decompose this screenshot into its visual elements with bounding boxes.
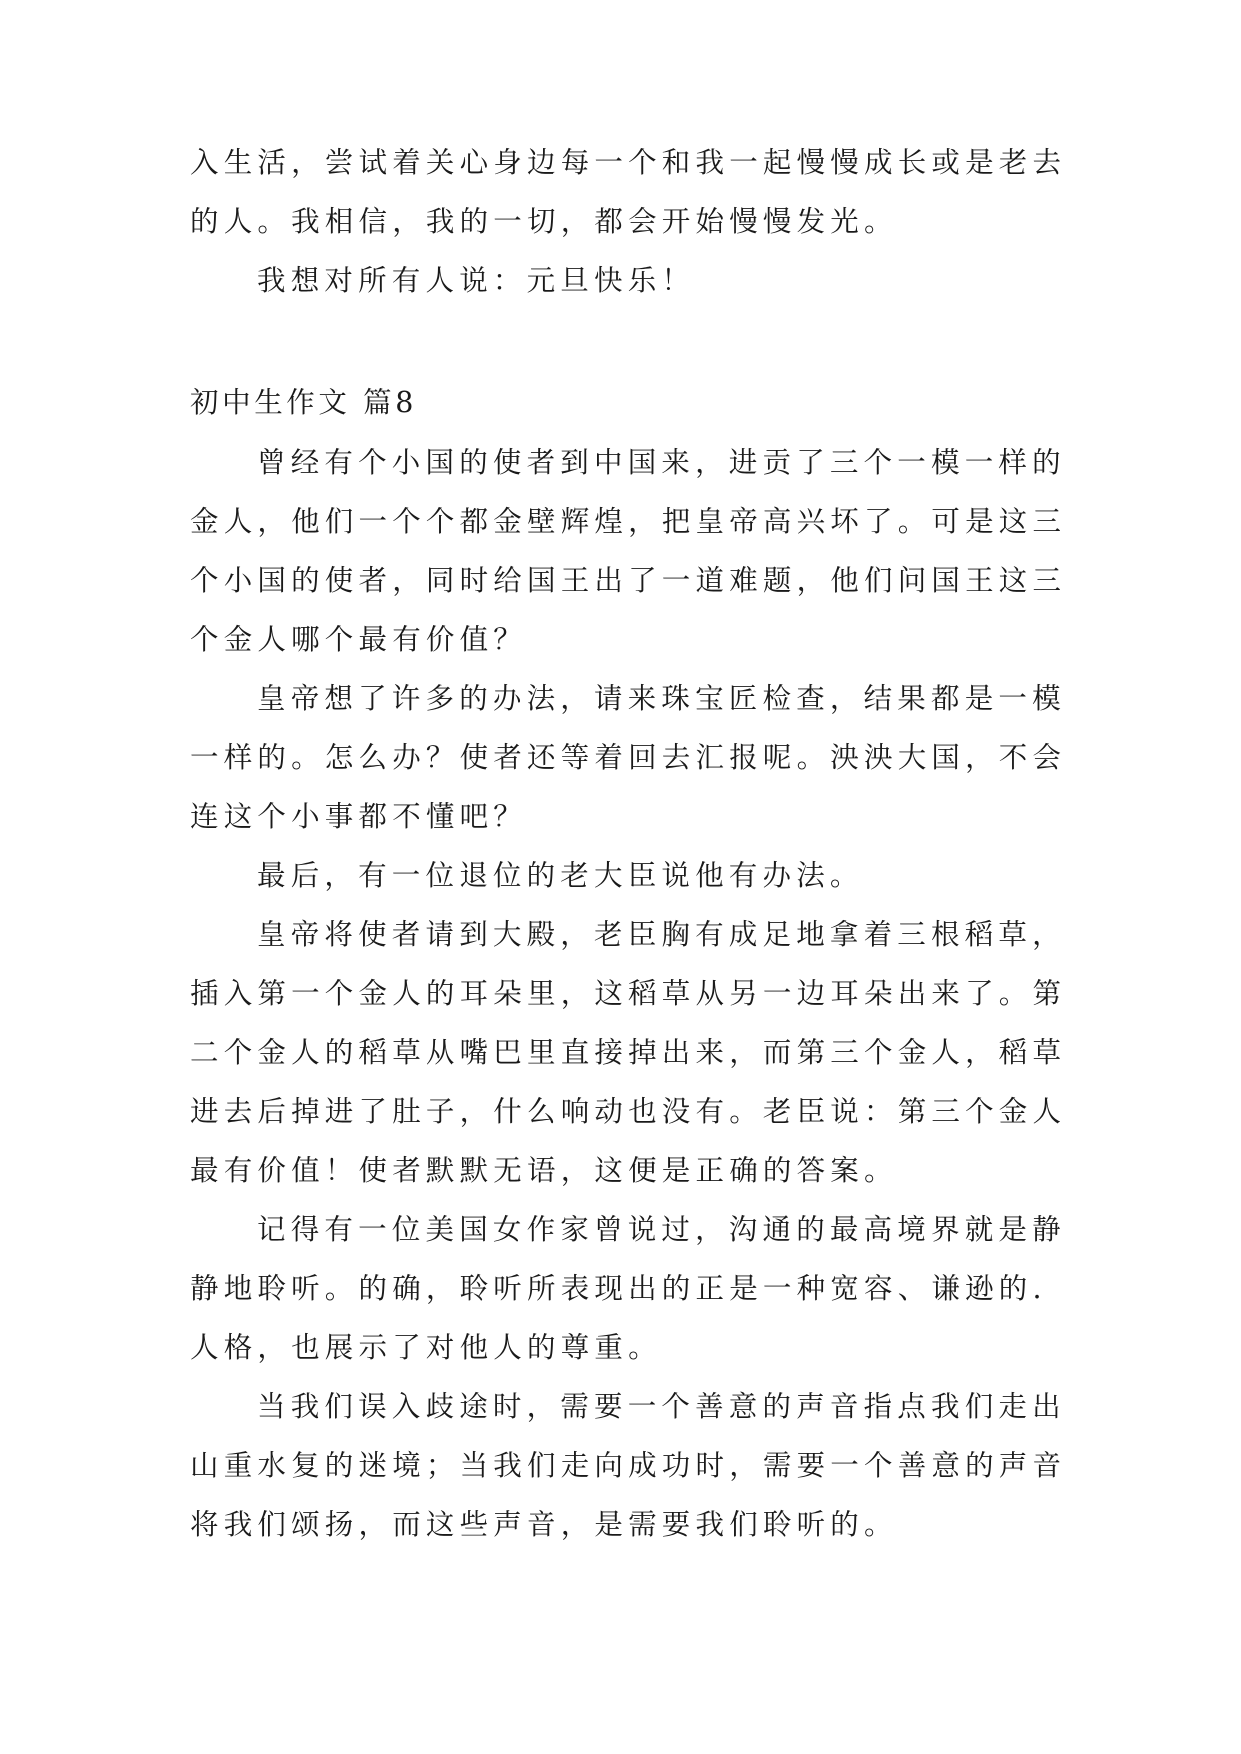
paragraph-line: 最后，有一位退位的老大臣说他有办法。: [257, 859, 864, 892]
paragraph-line: 二个金人的稻草从嘴巴里直接掉出来，而第三个金人，稻草: [190, 1036, 1067, 1069]
paragraph-line: 最有价值！使者默默无语，这便是正确的答案。: [190, 1154, 898, 1187]
paragraph-line: 山重水复的迷境；当我们走向成功时，需要一个善意的声音: [190, 1449, 1067, 1482]
paragraph-line: 皇帝想了许多的办法，请来珠宝匠检查，结果都是一模: [257, 682, 1066, 715]
paragraph-line: 连这个小事都不懂吧？: [190, 800, 528, 833]
paragraph-line: 当我们误入歧途时，需要一个善意的声音指点我们走出: [257, 1390, 1066, 1423]
paragraph-line: 进去后掉进了肚子，什么响动也没有。老臣说：第三个金人: [190, 1095, 1067, 1128]
paragraph-line: 插入第一个金人的耳朵里，这稻草从另一边耳朵出来了。第: [190, 977, 1067, 1010]
paragraph-line: 静地聆听。的确，聆听所表现出的正是一种宽容、谦逊的.: [190, 1272, 1047, 1305]
paragraph-line: 皇帝将使者请到大殿，老臣胸有成足地拿着三根稻草，: [257, 918, 1066, 951]
continuation-line: 的人。我相信，我的一切，都会开始慢慢发光。: [190, 205, 898, 238]
continuation-line: 入生活，尝试着关心身边每一个和我一起慢慢成长或是老去: [190, 146, 1067, 179]
paragraph-line: 个小国的使者，同时给国王出了一道难题，他们问国王这三: [190, 564, 1067, 597]
paragraph-line: 人格，也展示了对他人的尊重。: [190, 1331, 662, 1364]
paragraph-line: 金人，他们一个个都金壁辉煌，把皇帝高兴坏了。可是这三: [190, 505, 1067, 538]
paragraph-line: 个金人哪个最有价值？: [190, 623, 528, 656]
essay-heading: 初中生作文 篇8: [190, 386, 417, 419]
paragraph-line: 一样的。怎么办？使者还等着回去汇报呢。泱泱大国，不会: [190, 741, 1067, 774]
closing-line: 我想对所有人说：元旦快乐！: [257, 264, 696, 297]
paragraph-line: 曾经有个小国的使者到中国来，进贡了三个一模一样的: [257, 446, 1066, 479]
paragraph-line: 将我们颂扬，而这些声音，是需要我们聆听的。: [190, 1508, 898, 1541]
paragraph-line: 记得有一位美国女作家曾说过，沟通的最高境界就是静: [257, 1213, 1066, 1246]
